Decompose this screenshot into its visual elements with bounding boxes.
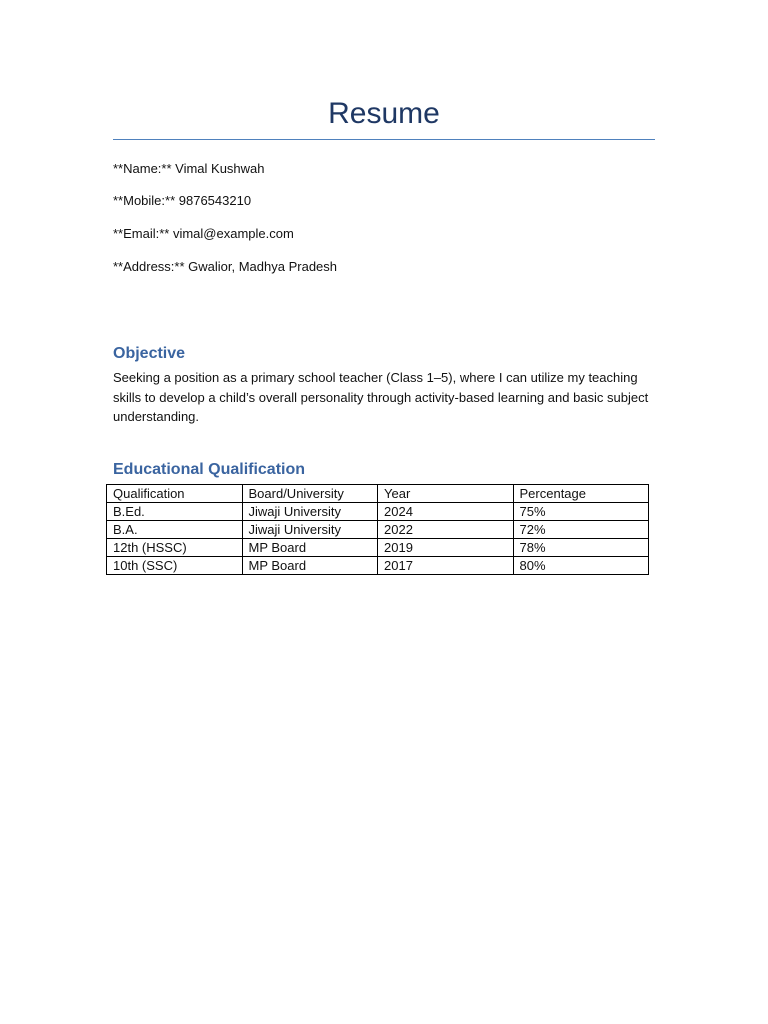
column-header-qualification: Qualification	[107, 485, 243, 503]
education-table	[106, 484, 649, 575]
contact-mobile: **Mobile:** 9876543210	[113, 193, 252, 208]
cell-year: 2022	[378, 521, 514, 539]
cell-percentage: 80%	[513, 557, 649, 575]
column-header-year: Year	[378, 485, 514, 503]
contact-name: **Name:** Vimal Kushwah	[113, 161, 265, 176]
cell-qualification: 12th (HSSC)	[107, 539, 243, 557]
contact-address: **Address:** Gwalior, Madhya Pradesh	[113, 259, 338, 274]
cell-percentage: 72%	[513, 521, 649, 539]
cell-year: 2017	[378, 557, 514, 575]
table-row	[107, 521, 649, 539]
cell-percentage: 78%	[513, 539, 649, 557]
cell-percentage: 75%	[513, 503, 649, 521]
column-header-board: Board/University	[242, 485, 378, 503]
cell-board: Jiwaji University	[242, 521, 378, 539]
column-header-percentage: Percentage	[513, 485, 649, 503]
cell-board: MP Board	[242, 557, 378, 575]
objective-text: Seeking a position as a primary school teacher (Class 1–5), where I can utilize my teaching skills to develop a child’s overall personality through activity-based learning and basic subject understanding.	[113, 370, 649, 424]
cell-year: 2019	[378, 539, 514, 557]
cell-qualification: 10th (SSC)	[107, 557, 243, 575]
cell-year: 2024	[378, 503, 514, 521]
table-row	[107, 539, 649, 557]
contact-email: **Email:** vimal@example.com	[113, 226, 294, 241]
objective-heading: Objective	[113, 345, 186, 362]
cell-qualification: B.Ed.	[107, 503, 243, 521]
cell-board: MP Board	[242, 539, 378, 557]
cell-board: Jiwaji University	[242, 503, 378, 521]
education-heading: Educational Qualification	[113, 461, 306, 478]
table-row	[107, 557, 649, 575]
title-divider	[113, 139, 655, 140]
table-row	[107, 503, 649, 521]
cell-qualification: B.A.	[107, 521, 243, 539]
page-title: Resume	[328, 97, 440, 130]
table-header-row	[107, 485, 649, 503]
